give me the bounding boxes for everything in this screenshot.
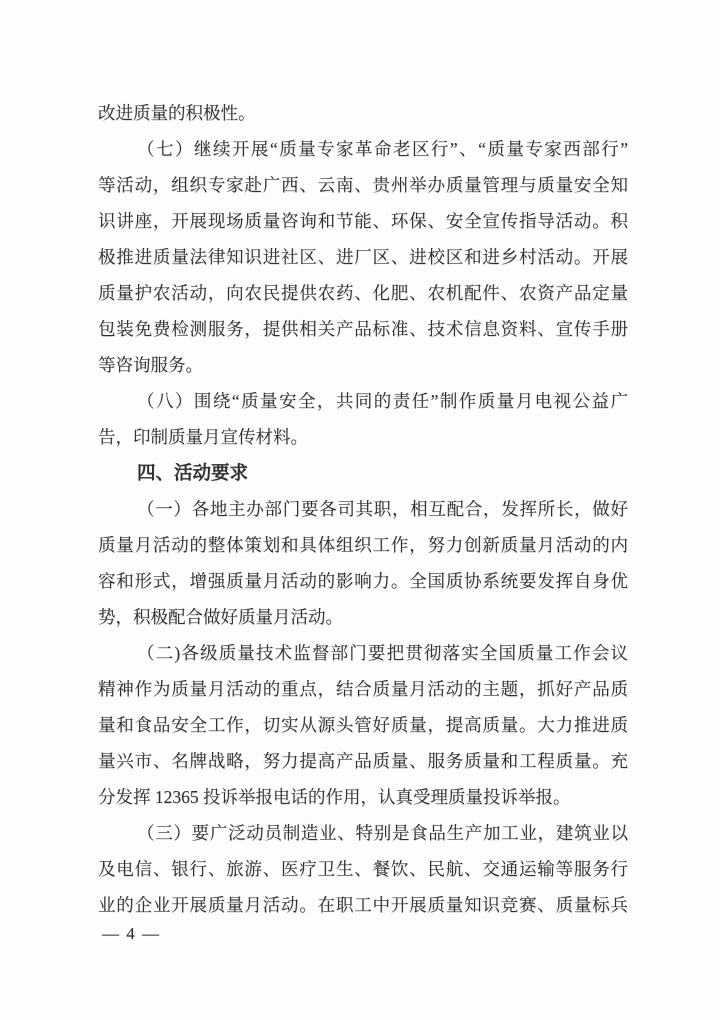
text-line: 量和食品安全工作，切实从源头管好质量，提高质量。大力推进质 bbox=[98, 715, 628, 735]
text-line: 等活动，组织专家赴广西、云南、贵州举办质量管理与质量安全知 bbox=[98, 175, 628, 195]
text-line: 量兴市、名牌战略，努力提高产品质量、服务质量和工程质量。充 bbox=[98, 751, 628, 771]
text-line: 质量护农活动，向农民提供农药、化肥、农机配件、农资产品定量 bbox=[98, 283, 628, 303]
text-line: （八）围绕“质量安全，共同的责任”制作质量月电视公益广 bbox=[137, 391, 628, 411]
text-line: 业的企业开展质量月活动。在职工中开展质量知识竞赛、质量标兵 bbox=[98, 895, 628, 915]
text-line: （二)各级质量技术监督部门要把贯彻落实全国质量工作会议 bbox=[137, 643, 628, 663]
text-line: 质量月活动的整体策划和具体组织工作，努力创新质量月活动的内 bbox=[98, 535, 628, 555]
text-line: 分发挥 12365 投诉举报电话的作用，认真受理质量投诉举报。 bbox=[98, 787, 571, 807]
text-line: 极推进质量法律知识进社区、进厂区、进校区和进乡村活动。开展 bbox=[98, 247, 628, 267]
text-line: 及电信、银行、旅游、医疗卫生、餐饮、民航、交通运输等服务行 bbox=[98, 859, 628, 879]
text-line: 等咨询服务。 bbox=[98, 355, 203, 375]
text-line: （一）各地主办部门要各司其职，相互配合，发挥所长，做好 bbox=[137, 499, 628, 519]
text-line: 告，印制质量月宣传材料。 bbox=[98, 427, 308, 447]
text-line: 势，积极配合做好质量月活动。 bbox=[98, 607, 343, 627]
text-line: 容和形式，增强质量月活动的影响力。全国质协系统要发挥自身优 bbox=[98, 571, 628, 591]
text-line: 精神作为质量月活动的重点，结合质量月活动的主题，抓好产品质 bbox=[98, 679, 628, 699]
text-line: 包装免费检测服务，提供相关产品标准、技术信息资料、宣传手册 bbox=[98, 319, 628, 339]
text-line: （七）继续开展“质量专家革命老区行”、“质量专家西部行” bbox=[137, 139, 628, 159]
page-number: — 4 — bbox=[102, 924, 161, 943]
document-body bbox=[98, 95, 628, 923]
text-line: 改进质量的积极性。 bbox=[98, 103, 256, 123]
text-line: （三）要广泛动员制造业、特别是食品生产加工业，建筑业以 bbox=[137, 823, 628, 843]
text-line: 识讲座，开展现场质量咨询和节能、环保、安全宣传指导活动。积 bbox=[98, 211, 628, 231]
section-heading-line: 四、活动要求 bbox=[137, 462, 249, 483]
